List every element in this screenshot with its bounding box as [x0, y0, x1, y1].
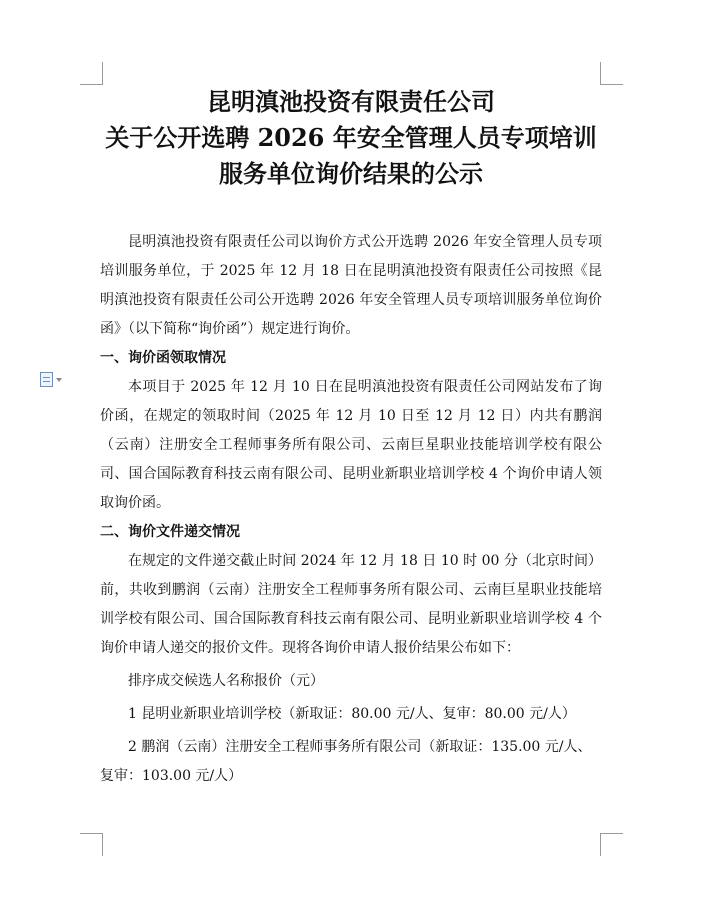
section-2-heading: 二、询价文件递交情况	[100, 524, 240, 540]
section-1-paragraph: 本项目于 2025 年 12 月 10 日在昆明滇池投资有限责任公司网站发布了询价函，在规定的领取时间（2025 年 12 月 10 日至 12 月 12 日）内共有鹏润（云南）注册安全工程师事务所有限公司、云南巨星职业技能培训学校有限公司、国合国际教育科技云南有限公司、昆明业新职业培训学校 4 个询价申请人领取询价函。	[100, 379, 602, 511]
page-corner-mark-top-left	[80, 62, 103, 85]
chevron-down-icon	[56, 378, 62, 382]
result-item-1: 1 昆明业新职业培训学校（新取证：80.00 元/人、复审：80.00 元/人）	[128, 706, 576, 722]
document-title	[100, 84, 602, 192]
document-icon	[40, 372, 53, 387]
document-body	[100, 228, 602, 791]
section-2-paragraph: 在规定的文件递交截止时间 2024 年 12 月 18 日 10 时 00 分（北京时间）前，共收到鹏润（云南）注册安全工程师事务所有限公司、云南巨星职业技能培训学校有限公司、国合国际教育科技云南有限公司、昆明业新职业培训学校 4 个询价申请人递交的报价文件。现将各询价申请人报价结果公布如下：	[100, 553, 602, 656]
section-1-heading: 一、询价函领取情况	[100, 350, 226, 366]
page-corner-mark-top-right	[600, 62, 623, 85]
intro-paragraph: 昆明滇池投资有限责任公司以询价方式公开选聘 2026 年安全管理人员专项培训服务单位，于 2025 年 12 月 18 日在昆明滇池投资有限责任公司按照《昆明滇池投资有限责任公司公开选聘 2026 年安全管理人员专项培训服务单位询价函》（以下简称“询价函”）规定进行询价。	[100, 234, 602, 337]
results-header: 排序成交候选人名称报价（元）	[128, 673, 324, 689]
title-line-2: 关于公开选聘 2026 年安全管理人员专项培训	[105, 123, 597, 152]
document-page	[100, 84, 602, 791]
page-corner-mark-bottom-left	[80, 833, 103, 856]
result-item-2: 2 鹏润（云南）注册安全工程师事务所有限公司（新取证：135.00 元/人、复审：103.00 元/人）	[100, 739, 592, 784]
page-corner-mark-bottom-right	[600, 833, 623, 856]
title-line-1: 昆明滇池投资有限责任公司	[207, 87, 495, 116]
document-comment-icon[interactable]	[40, 372, 62, 387]
title-line-3: 服务单位询价结果的公示	[219, 159, 483, 188]
